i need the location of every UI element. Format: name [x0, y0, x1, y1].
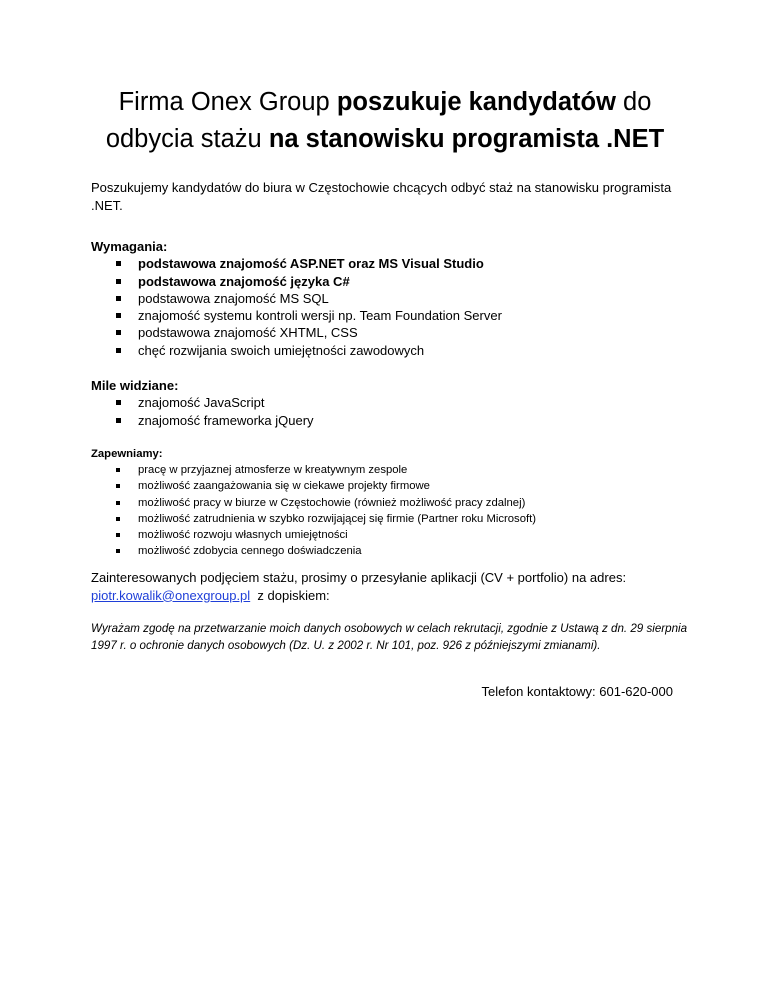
- list-item-text: podstawowa znajomość MS SQL: [138, 290, 329, 306]
- list-item: [91, 527, 691, 543]
- square-bullet-icon: [116, 517, 120, 521]
- intro-paragraph: Poszukujemy kandydatów do biura w Częstochowie chcących odbyć staż na stanowisku programista .NET.: [91, 180, 672, 213]
- square-bullet-icon: [116, 501, 120, 505]
- list-item-text: możliwość zaangażowania się w ciekawe projekty firmowe: [138, 480, 430, 493]
- list-item-text: możliwość zatrudnienia w szybko rozwijającej się firmie (Partner roku Microsoft): [138, 512, 537, 525]
- list-item-text: podstawowa znajomość ASP.NET oraz MS Visual Studio: [138, 256, 484, 272]
- list-item: [91, 255, 691, 272]
- square-bullet-icon: [116, 400, 121, 405]
- consent-clause: Wyrażam zgodę na przetwarzanie moich danych osobowych w celach rekrutacji, zgodnie z Ustawą z dn. 29 sierpnia 1997 r. o ochronie danych osobowych (Dz. U. z 2002 r. Nr 101, poz. 926 z późniejszymi zmianami).: [91, 622, 688, 653]
- we-offer-list: [91, 462, 691, 559]
- square-bullet-icon: [116, 261, 121, 266]
- page-title: [80, 84, 690, 158]
- square-bullet-icon: [116, 348, 121, 353]
- nice-to-have-heading: Mile widziane:: [91, 378, 179, 393]
- title-part-2: poszukuje kandydatów: [336, 88, 616, 116]
- we-offer-heading: Zapewniamy:: [91, 448, 163, 460]
- nice-to-have-list: [91, 394, 691, 429]
- title-part-4: na stanowisku programista .NET: [268, 125, 665, 153]
- list-item-text: chęć rozwijania swoich umiejętności zawodowych: [138, 342, 425, 358]
- square-bullet-icon: [116, 279, 121, 284]
- list-item: [91, 412, 691, 429]
- contact-text: Zainteresowanych podjęciem stażu, prosimy o przesyłanie aplikacji (CV + portfolio) na adres:: [91, 570, 627, 585]
- list-item: [91, 511, 691, 527]
- square-bullet-icon: [116, 330, 121, 335]
- list-item: [91, 478, 691, 494]
- list-item-text: podstawowa znajomość języka C#: [138, 273, 350, 289]
- list-item: [91, 307, 691, 324]
- square-bullet-icon: [116, 296, 121, 301]
- list-item: [91, 543, 691, 559]
- list-item-text: podstawowa znajomość XHTML, CSS: [138, 325, 358, 341]
- list-item: [91, 290, 691, 307]
- list-item: [91, 324, 691, 341]
- requirements-heading: Wymagania:: [91, 239, 168, 254]
- list-item-text: znajomość JavaScript: [138, 395, 265, 411]
- contact-suffix: z dopiskiem:: [257, 587, 330, 603]
- requirements-section: [91, 238, 691, 359]
- requirements-list: [91, 255, 691, 359]
- square-bullet-icon: [116, 533, 120, 537]
- title-part-3: do odbycia stażu: [105, 88, 652, 153]
- square-bullet-icon: [116, 313, 121, 318]
- list-item-text: możliwość pracy w biurze w Częstochowie (również możliwość pracy zdalnej): [138, 496, 526, 509]
- list-item: [91, 462, 691, 478]
- title-part-1: Firma Onex Group: [118, 88, 337, 116]
- list-item-text: znajomość systemu kontroli wersji np. Team Foundation Server: [138, 308, 502, 324]
- phone-contact: Telefon kontaktowy: 601-620-000: [481, 684, 673, 699]
- square-bullet-icon: [116, 484, 120, 488]
- list-item: [91, 273, 691, 290]
- list-item: [91, 342, 691, 359]
- we-offer-section: [91, 446, 691, 559]
- list-item-text: pracę w przyjaznej atmosferze w kreatywnym zespole: [138, 464, 408, 477]
- list-item-text: znajomość frameworka jQuery: [138, 412, 314, 428]
- list-item: [91, 394, 691, 411]
- list-item-text: możliwość rozwoju własnych umiejętności: [138, 529, 348, 542]
- square-bullet-icon: [116, 468, 120, 472]
- list-item-text: możliwość zdobycia cennego doświadczenia: [138, 545, 362, 558]
- square-bullet-icon: [116, 549, 120, 553]
- list-item: [91, 495, 691, 511]
- email-link[interactable]: piotr.kowalik@onexgroup.pl: [91, 587, 251, 603]
- square-bullet-icon: [116, 418, 121, 423]
- contact-paragraph: [91, 569, 691, 604]
- nice-to-have-section: [91, 377, 691, 429]
